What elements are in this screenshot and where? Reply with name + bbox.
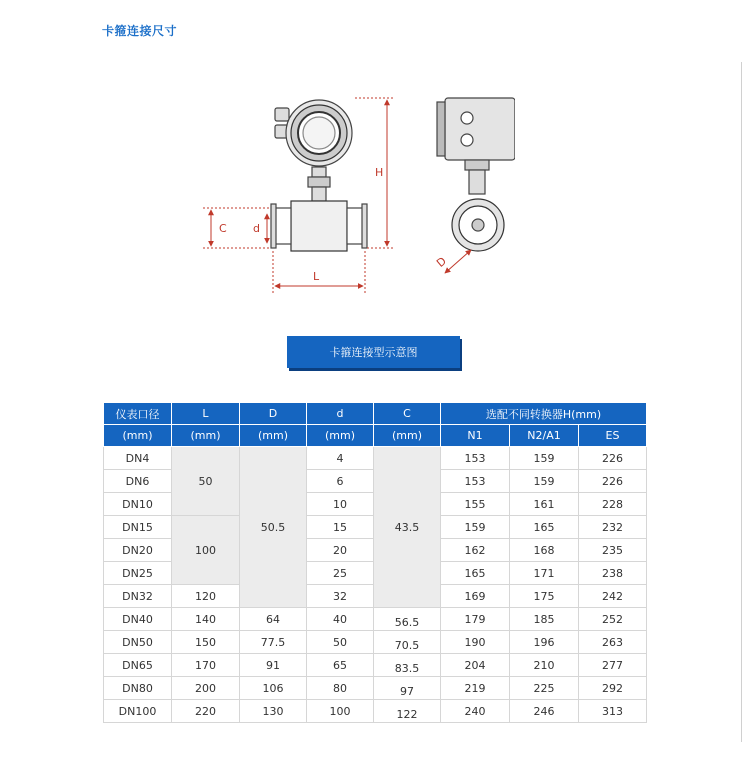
dimension-table bbox=[103, 402, 647, 723]
cell-L-merged: 50 bbox=[172, 447, 240, 516]
cell-ES: 313 bbox=[579, 700, 647, 723]
header-d-unit: (mm) bbox=[307, 425, 374, 447]
cell-N2A1: 168 bbox=[510, 539, 579, 562]
cell-d: 50 bbox=[307, 631, 374, 654]
cell-C: 83.5 bbox=[374, 654, 441, 677]
page-edge-divider bbox=[741, 62, 742, 742]
front-view bbox=[271, 100, 367, 251]
cell-N2A1: 246 bbox=[510, 700, 579, 723]
diagram-caption: 卡箍连接型示意图 bbox=[329, 346, 418, 359]
cell-d: 80 bbox=[307, 677, 374, 700]
cell-d: 15 bbox=[307, 516, 374, 539]
table-row bbox=[104, 654, 647, 677]
cell-d: 100 bbox=[307, 700, 374, 723]
cell-ES: 252 bbox=[579, 608, 647, 631]
table-row bbox=[104, 608, 647, 631]
cell-L: 170 bbox=[172, 654, 240, 677]
cell-d: 65 bbox=[307, 654, 374, 677]
cell-N1: 240 bbox=[441, 700, 510, 723]
table-row bbox=[104, 677, 647, 700]
label-H: H bbox=[375, 166, 384, 179]
table-row bbox=[104, 700, 647, 723]
cell-C: 122 bbox=[374, 700, 441, 723]
cell-L-merged: 100 bbox=[172, 516, 240, 585]
label-C: C bbox=[219, 222, 227, 235]
label-D: D bbox=[434, 254, 449, 270]
header-L-unit: (mm) bbox=[172, 425, 240, 447]
cell-ES: 238 bbox=[579, 562, 647, 585]
cell-ES: 235 bbox=[579, 539, 647, 562]
cell-ES: 226 bbox=[579, 447, 647, 470]
cell-N2A1: 196 bbox=[510, 631, 579, 654]
cell-L: 220 bbox=[172, 700, 240, 723]
side-view bbox=[437, 98, 515, 251]
header-D: D bbox=[240, 403, 307, 425]
cell-d: 32 bbox=[307, 585, 374, 608]
cell-ES: 226 bbox=[579, 470, 647, 493]
cell-diameter: DN4 bbox=[104, 447, 172, 470]
cell-diameter: DN40 bbox=[104, 608, 172, 631]
cell-diameter: DN20 bbox=[104, 539, 172, 562]
table-row bbox=[104, 631, 647, 654]
cell-diameter: DN50 bbox=[104, 631, 172, 654]
cell-diameter: DN10 bbox=[104, 493, 172, 516]
cell-C: 97 bbox=[374, 677, 441, 700]
header-height-group: 选配不同转换器H(mm) bbox=[441, 403, 647, 425]
diagram-caption-banner bbox=[287, 336, 460, 368]
cell-D: 130 bbox=[240, 700, 307, 723]
cell-D: 91 bbox=[240, 654, 307, 677]
cell-diameter: DN32 bbox=[104, 585, 172, 608]
cell-D: 106 bbox=[240, 677, 307, 700]
header-N2A1: N2/A1 bbox=[510, 425, 579, 447]
header-L: L bbox=[172, 403, 240, 425]
cell-C: 56.5 bbox=[374, 608, 441, 631]
cell-N1: 179 bbox=[441, 608, 510, 631]
cell-N1: 162 bbox=[441, 539, 510, 562]
header-diameter: 仪表口径 bbox=[104, 403, 172, 425]
cell-ES: 232 bbox=[579, 516, 647, 539]
cell-N1: 204 bbox=[441, 654, 510, 677]
cell-ES: 277 bbox=[579, 654, 647, 677]
cell-N2A1: 165 bbox=[510, 516, 579, 539]
cell-N2A1: 161 bbox=[510, 493, 579, 516]
cell-ES: 242 bbox=[579, 585, 647, 608]
header-N1: N1 bbox=[441, 425, 510, 447]
table-row bbox=[104, 447, 647, 470]
cell-L: 150 bbox=[172, 631, 240, 654]
cell-C: 70.5 bbox=[374, 631, 441, 654]
cell-L: 140 bbox=[172, 608, 240, 631]
section-title: 卡箍连接尺寸 bbox=[102, 24, 178, 38]
cell-N2A1: 171 bbox=[510, 562, 579, 585]
header-D-unit: (mm) bbox=[240, 425, 307, 447]
cell-N2A1: 159 bbox=[510, 447, 579, 470]
cell-d: 20 bbox=[307, 539, 374, 562]
cell-N2A1: 225 bbox=[510, 677, 579, 700]
cell-ES: 228 bbox=[579, 493, 647, 516]
cell-D-merged: 50.5 bbox=[240, 447, 307, 608]
cell-N1: 219 bbox=[441, 677, 510, 700]
cell-diameter: DN6 bbox=[104, 470, 172, 493]
label-d: d bbox=[253, 222, 260, 235]
flowmeter-dimension-diagram bbox=[195, 88, 515, 298]
cell-d: 40 bbox=[307, 608, 374, 631]
table-header-row bbox=[104, 425, 647, 447]
cell-L: 120 bbox=[172, 585, 240, 608]
header-ES: ES bbox=[579, 425, 647, 447]
cell-N1: 169 bbox=[441, 585, 510, 608]
cell-d: 6 bbox=[307, 470, 374, 493]
cell-d: 10 bbox=[307, 493, 374, 516]
cell-N1: 153 bbox=[441, 470, 510, 493]
cell-ES: 292 bbox=[579, 677, 647, 700]
cell-N2A1: 175 bbox=[510, 585, 579, 608]
header-diameter-unit: (mm) bbox=[104, 425, 172, 447]
cell-N1: 190 bbox=[441, 631, 510, 654]
cell-diameter: DN80 bbox=[104, 677, 172, 700]
cell-diameter: DN65 bbox=[104, 654, 172, 677]
header-d: d bbox=[307, 403, 374, 425]
cell-diameter: DN15 bbox=[104, 516, 172, 539]
cell-D: 77.5 bbox=[240, 631, 307, 654]
cell-N2A1: 210 bbox=[510, 654, 579, 677]
cell-N1: 159 bbox=[441, 516, 510, 539]
cell-N1: 155 bbox=[441, 493, 510, 516]
cell-N1: 165 bbox=[441, 562, 510, 585]
cell-D: 64 bbox=[240, 608, 307, 631]
cell-L: 200 bbox=[172, 677, 240, 700]
table-header-row bbox=[104, 403, 647, 425]
cell-d: 4 bbox=[307, 447, 374, 470]
cell-diameter: DN25 bbox=[104, 562, 172, 585]
cell-N1: 153 bbox=[441, 447, 510, 470]
cell-N2A1: 185 bbox=[510, 608, 579, 631]
header-C: C bbox=[374, 403, 441, 425]
cell-diameter: DN100 bbox=[104, 700, 172, 723]
cell-N2A1: 159 bbox=[510, 470, 579, 493]
cell-ES: 263 bbox=[579, 631, 647, 654]
header-C-unit: (mm) bbox=[374, 425, 441, 447]
label-L: L bbox=[313, 270, 320, 283]
cell-C-merged: 43.5 bbox=[374, 447, 441, 608]
cell-d: 25 bbox=[307, 562, 374, 585]
